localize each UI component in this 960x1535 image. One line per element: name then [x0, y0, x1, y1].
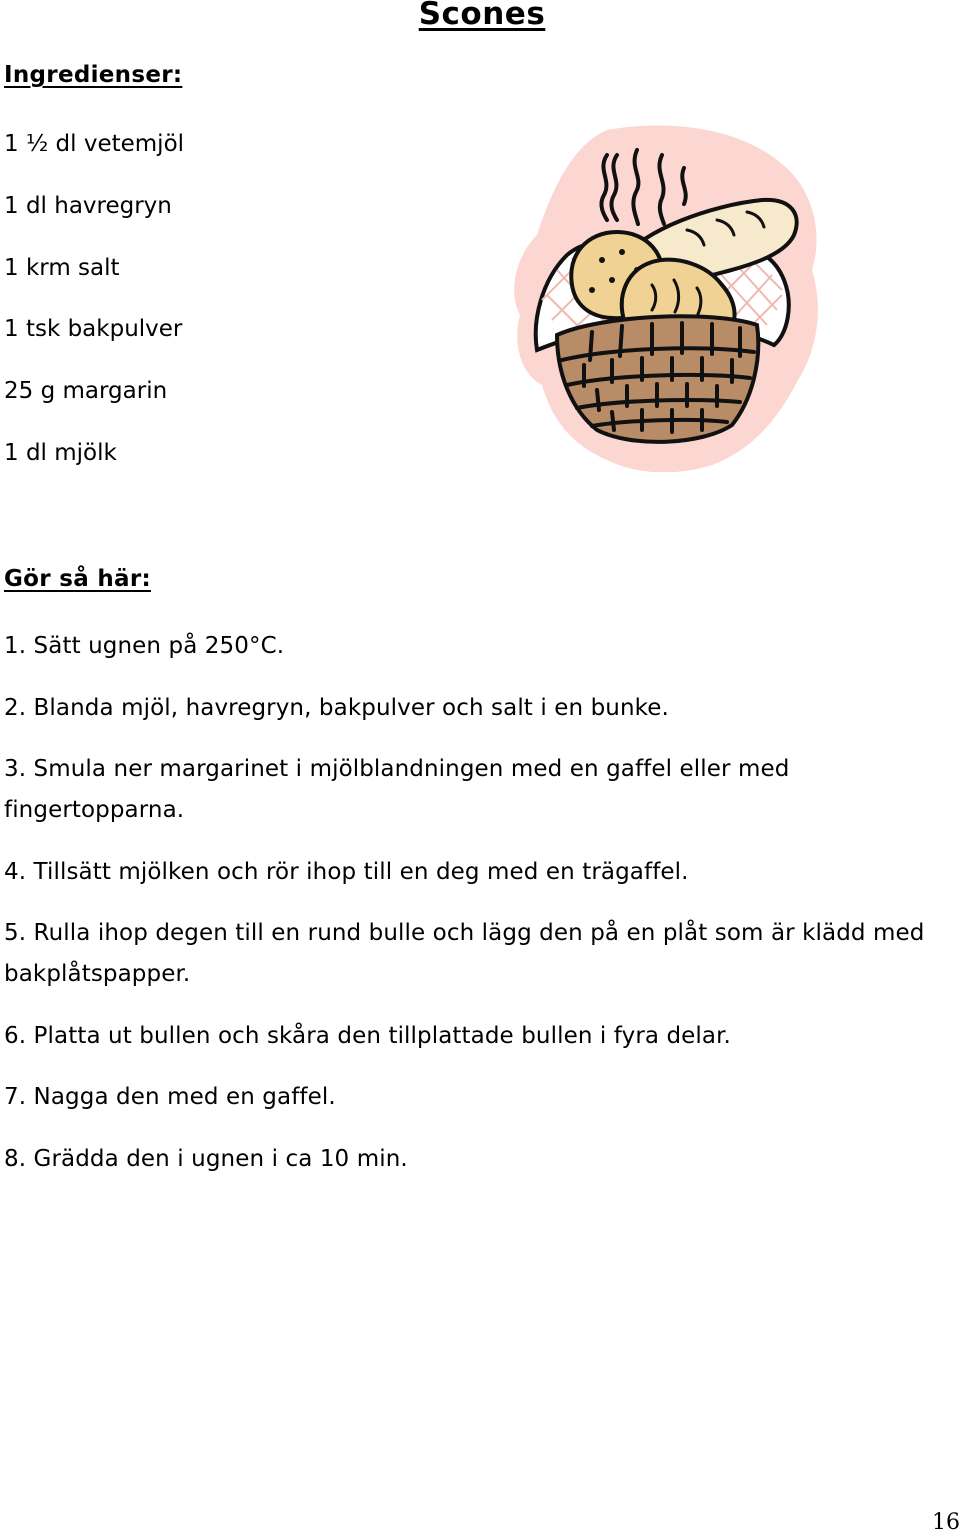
page-number: 16	[932, 1510, 960, 1535]
list-item: 1 dl mjölk	[4, 439, 117, 466]
list-item: 3. Smula ner margarinet i mjölblandningen med en gaffel eller med fingertopparna.	[4, 756, 790, 823]
list-item: 1. Sätt ugnen på 250°C.	[4, 633, 285, 659]
bread-basket-icon	[512, 120, 822, 472]
list-item: 1 tsk bakpulver	[4, 316, 183, 343]
list-item: 4. Tillsätt mjölken och rör ihop till en deg med en trägaffel.	[4, 858, 689, 885]
list-item: 1 ½ dl vetemjöl	[4, 131, 185, 157]
list-item: 2. Blanda mjöl, havregryn, bakpulver och salt i en bunke.	[4, 694, 669, 721]
instructions-heading: Gör så här:	[4, 566, 151, 592]
list-item: 25 g margarin	[4, 378, 168, 405]
page-title: Scones	[418, 0, 546, 32]
list-item: 1 krm salt	[4, 254, 120, 281]
list-item: 6. Platta ut bullen och skåra den tillplattade bullen i fyra delar.	[4, 1022, 731, 1049]
list-item: 8. Grädda den i ugnen i ca 10 min.	[4, 1145, 408, 1172]
ingredients-list	[4, 124, 184, 495]
list-item: 5. Rulla ihop degen till en rund bulle och lägg den på en plåt som är klädd med bakplåtspapper.	[4, 920, 925, 987]
instructions-list	[4, 626, 934, 1200]
list-item: 1 dl havregryn	[4, 192, 172, 219]
list-item: 7. Nagga den med en gaffel.	[4, 1084, 336, 1110]
ingredients-heading: Ingredienser:	[4, 62, 183, 88]
